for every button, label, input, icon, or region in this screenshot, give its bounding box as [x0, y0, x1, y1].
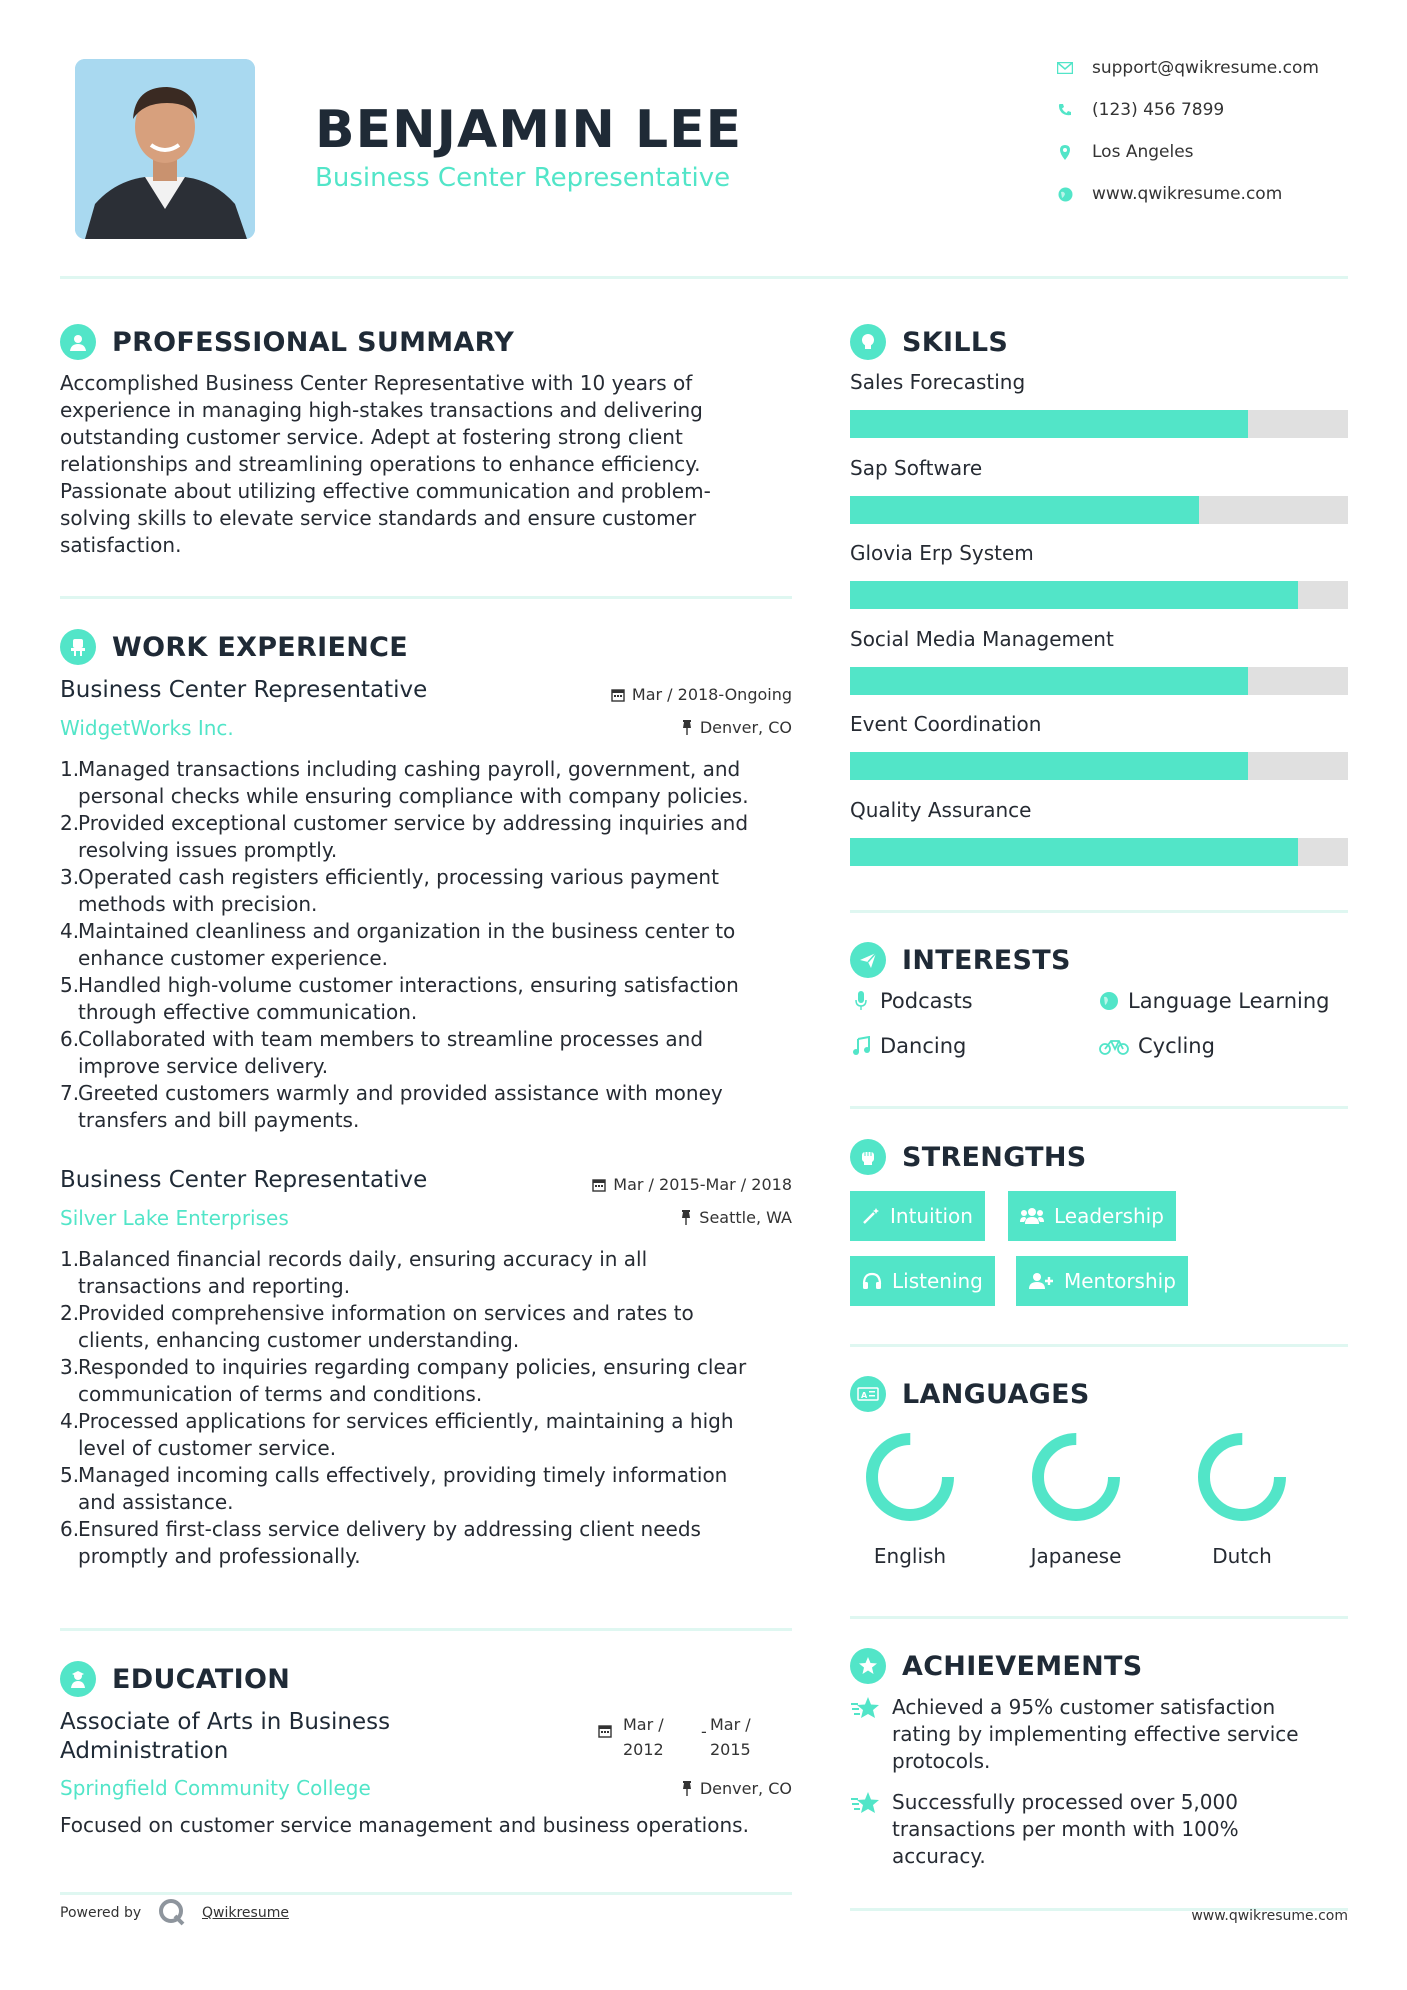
language-ring-arc: [1038, 1439, 1114, 1515]
users-icon: [1020, 1207, 1044, 1225]
section-heading-achievements: [850, 1648, 1143, 1684]
section-heading-summary: [60, 324, 514, 360]
language-icon: [850, 1376, 886, 1412]
education-degree: [60, 1708, 390, 1766]
svg-text:A: A: [861, 1391, 868, 1400]
item-text-line: Greeted customers warmly and provided assistance with money: [78, 1081, 723, 1105]
section-heading-languages: [850, 1376, 1090, 1412]
item-text: [78, 1080, 723, 1134]
responsibility-item: [60, 1408, 800, 1462]
user-icon: [60, 324, 96, 360]
language-label: Japanese: [1030, 1544, 1122, 1568]
item-number: 5.: [60, 973, 80, 997]
summary-line: Accomplished Business Center Representative with 10 years of: [60, 371, 693, 395]
item-text-line: clients, enhancing customer understanding.: [78, 1328, 520, 1352]
summary-text: [60, 370, 800, 559]
skill-level-fill: [850, 667, 1248, 695]
education-divider: [60, 1892, 792, 1895]
skill-level-bar: [850, 496, 1348, 524]
strength-leadership: [1008, 1191, 1176, 1241]
achievement-line: transactions per month with 100%: [892, 1817, 1239, 1841]
contact-location-text: Los Angeles: [1092, 142, 1194, 162]
lightbulb-icon: [850, 324, 886, 360]
summary-divider: [60, 596, 792, 599]
calendar-icon: [598, 1724, 612, 1738]
responsibility-item: [60, 1246, 800, 1300]
item-text: [78, 1462, 727, 1516]
skill-level-bar: [850, 838, 1348, 866]
pushpin-icon: [681, 1781, 693, 1796]
item-number: 3.: [60, 1355, 80, 1379]
job-2-location-text: Seattle, WA: [699, 1208, 792, 1227]
contact-phone-text: (123) 456 7899: [1092, 100, 1225, 120]
chair-icon: [60, 629, 96, 665]
responsibility-item: [60, 972, 800, 1026]
strength-mentorship: [1016, 1256, 1188, 1306]
item-text: [78, 1246, 647, 1300]
item-text-line: methods with precision.: [78, 892, 318, 916]
skill-name: Sap Software: [850, 455, 983, 480]
item-text: [78, 1026, 703, 1080]
microphone-icon: [850, 991, 872, 1011]
section-heading-education: [60, 1661, 290, 1697]
education-end-year: 2015: [710, 1740, 751, 1759]
phone-icon: [1056, 101, 1074, 119]
item-number: 1.: [60, 1247, 80, 1271]
contact-location: [1056, 142, 1194, 162]
item-text-line: personal checks while ensuring compliance with company policies.: [78, 784, 749, 808]
pushpin-icon: [681, 720, 693, 735]
contact-website[interactable]: [1056, 184, 1282, 204]
item-text-line: Managed incoming calls effectively, providing timely information: [78, 1463, 728, 1487]
achievement-line: accuracy.: [892, 1844, 986, 1868]
user-plus-icon: [1028, 1272, 1054, 1290]
skills-divider: [850, 910, 1348, 913]
education-start-date: [623, 1712, 664, 1762]
achievement-line: rating by implementing effective service: [892, 1722, 1299, 1746]
job-1-title: Business Center Representative: [60, 677, 428, 703]
item-number: 7.: [60, 1081, 80, 1105]
degree-line-2: Administration: [60, 1738, 229, 1764]
item-text-line: resolving issues promptly.: [78, 838, 338, 862]
section-heading-interests: [850, 942, 1071, 978]
item-text-line: Processed applications for services efficiently, maintaining a high: [78, 1409, 734, 1433]
item-text-line: transactions and reporting.: [78, 1274, 351, 1298]
education-date-dash: -: [701, 1722, 707, 1741]
education-start-month: Mar /: [623, 1715, 664, 1734]
strength-label: Listening: [892, 1269, 983, 1293]
job-1-location: [520, 718, 792, 737]
candidate-name: BENJAMIN LEE: [315, 100, 743, 160]
fist-icon: [850, 1139, 886, 1175]
job-2-responsibilities: [60, 1246, 800, 1570]
location-pin-icon: [1056, 143, 1074, 161]
skill-level-bar: [850, 410, 1348, 438]
job-1-company: WidgetWorks Inc.: [60, 716, 234, 740]
responsibility-item: [60, 1080, 800, 1134]
achievements-list: [850, 1694, 1320, 1884]
item-text-line: level of customer service.: [78, 1436, 337, 1460]
item-text-line: Balanced financial records daily, ensuring accuracy in all: [78, 1247, 648, 1271]
powered-by-label: Powered by: [60, 1905, 142, 1921]
graduate-icon: [60, 1661, 96, 1697]
job-1-date-text: Mar / 2018-Ongoing: [631, 685, 792, 704]
section-heading-strengths: [850, 1139, 1087, 1175]
contact-website-text: www.qwikresume.com: [1092, 184, 1283, 204]
work-divider: [60, 1628, 792, 1631]
skill-level-fill: [850, 752, 1248, 780]
achievement-item: [850, 1694, 1320, 1775]
achievement-line: Successfully processed over 5,000: [892, 1790, 1238, 1814]
item-text-line: through effective communication.: [78, 1000, 418, 1024]
languages-heading: LANGUAGES: [902, 1378, 1090, 1410]
item-text: [78, 756, 749, 810]
skill-level-fill: [850, 410, 1248, 438]
item-text: [78, 1516, 701, 1570]
summary-heading: PROFESSIONAL SUMMARY: [112, 326, 515, 358]
interest-language-learning: [1098, 989, 1329, 1013]
interest-label: Podcasts: [880, 989, 973, 1013]
responsibility-item: [60, 756, 800, 810]
item-text-line: enhance customer experience.: [78, 946, 388, 970]
calendar-icon: [592, 1178, 606, 1192]
responsibility-item: [60, 1462, 800, 1516]
skills-heading: SKILLS: [902, 326, 1009, 358]
item-text-line: Provided exceptional customer service by addressing inquiries and: [78, 811, 749, 835]
item-text-line: Ensured first-class service delivery by addressing client needs: [78, 1517, 701, 1541]
interest-cycling: [1098, 1034, 1215, 1058]
pushpin-icon: [680, 1210, 692, 1225]
education-location: [520, 1779, 792, 1798]
skill-name: Social Media Management: [850, 626, 1114, 651]
item-number: 3.: [60, 865, 80, 889]
language-label: English: [873, 1544, 947, 1568]
education-school: Springfield Community College: [60, 1776, 371, 1800]
skill-level-fill: [850, 838, 1298, 866]
achievements-heading: ACHIEVEMENTS: [902, 1650, 1143, 1682]
item-text-line: promptly and professionally.: [78, 1544, 361, 1568]
item-number: 5.: [60, 1463, 80, 1487]
skill-name: Event Coordination: [850, 712, 1042, 736]
language-ring: [1026, 1427, 1126, 1527]
strength-label: Intuition: [890, 1204, 973, 1228]
education-end-date: [710, 1712, 751, 1762]
interest-dancing: [850, 1034, 966, 1058]
summary-line: experience in managing high-stakes transactions and delivering: [60, 398, 703, 422]
calendar-icon: [611, 688, 625, 702]
strength-label: Leadership: [1054, 1204, 1164, 1228]
responsibility-item: [60, 810, 800, 864]
job-1-location-text: Denver, CO: [699, 718, 792, 737]
skill-name: Sales Forecasting: [850, 370, 1026, 394]
item-text-line: Maintained cleanliness and organization in the business center to: [78, 919, 736, 943]
skill-level-fill: [850, 496, 1199, 524]
item-text: [78, 1300, 694, 1354]
bicycle-icon: [1098, 1037, 1130, 1055]
item-text-line: Operated cash registers efficiently, processing various payment: [78, 865, 719, 889]
language-ring-arc: [872, 1439, 948, 1515]
education-heading: EDUCATION: [112, 1663, 291, 1695]
qwikresume-link[interactable]: Qwikresume: [202, 1905, 289, 1921]
skill-level-bar: [850, 752, 1348, 780]
globe-icon: [1056, 185, 1074, 203]
contact-email[interactable]: [1056, 58, 1319, 78]
item-text-line: transfers and bill payments.: [78, 1108, 360, 1132]
skill-level-bar: [850, 667, 1348, 695]
skill-name: Quality Assurance: [850, 797, 1032, 822]
responsibility-item: [60, 1516, 800, 1570]
achievement-text: [892, 1789, 1239, 1870]
degree-line-1: Associate of Arts in Business: [60, 1709, 391, 1735]
item-text-line: Handled high-volume customer interactions, ensuring satisfaction: [78, 973, 739, 997]
item-number: 6.: [60, 1027, 80, 1051]
responsibility-item: [60, 1026, 800, 1080]
education-description: Focused on customer service management and business operations.: [60, 1813, 749, 1837]
achievement-line: protocols.: [892, 1749, 991, 1773]
headphones-icon: [862, 1272, 882, 1290]
summary-line: outstanding customer service. Adept at fostering strong client: [60, 425, 683, 449]
summary-line: satisfaction.: [60, 533, 182, 557]
strengths-divider: [850, 1344, 1348, 1347]
job-2-date-text: Mar / 2015-Mar / 2018: [613, 1175, 792, 1194]
profile-photo: [75, 59, 255, 239]
item-number: 6.: [60, 1517, 80, 1541]
job-1-responsibilities: [60, 756, 800, 1134]
item-number: 4.: [60, 1409, 80, 1433]
item-number: 1.: [60, 757, 80, 781]
item-text: [78, 972, 739, 1026]
job-1-date: [520, 685, 792, 704]
language-label: Dutch: [1212, 1544, 1272, 1568]
education-end-month: Mar /: [710, 1715, 751, 1734]
header-divider: [60, 276, 1348, 279]
job-2-date: [520, 1175, 792, 1194]
responsibility-item: [60, 864, 800, 918]
strengths-heading: STRENGTHS: [902, 1141, 1087, 1173]
item-text: [78, 1408, 734, 1462]
item-number: 2.: [60, 1301, 80, 1325]
music-note-icon: [850, 1036, 872, 1056]
star-badge-icon: [850, 1648, 886, 1684]
item-text-line: Collaborated with team members to streamline processes and: [78, 1027, 704, 1051]
item-text-line: Responded to inquiries regarding company policies, ensuring clear: [78, 1355, 747, 1379]
section-heading-skills: [850, 324, 1008, 360]
item-text-line: Provided comprehensive information on services and rates to: [78, 1301, 694, 1325]
work-heading: WORK EXPERIENCE: [112, 631, 408, 663]
strength-listening: [850, 1256, 995, 1306]
language-ring: [860, 1427, 960, 1527]
skill-level-fill: [850, 581, 1298, 609]
achievement-text: [892, 1694, 1299, 1775]
education-location-text: Denver, CO: [699, 1779, 792, 1798]
envelope-icon: [1056, 59, 1074, 77]
footer-website[interactable]: www.qwikresume.com: [1191, 1908, 1348, 1924]
skill-level-bar: [850, 581, 1348, 609]
language-ring: [1192, 1427, 1292, 1527]
star-icon: [850, 1694, 892, 1775]
item-text: [78, 918, 735, 972]
contact-email-text: support@qwikresume.com: [1092, 58, 1319, 78]
achievement-line: Achieved a 95% customer satisfaction: [892, 1695, 1276, 1719]
item-text-line: Managed transactions including cashing payroll, government, and: [78, 757, 741, 781]
item-text-line: and assistance.: [78, 1490, 234, 1514]
achievement-item: [850, 1789, 1320, 1870]
candidate-title: Business Center Representative: [315, 163, 731, 193]
job-2-company: Silver Lake Enterprises: [60, 1206, 289, 1230]
item-number: 4.: [60, 919, 80, 943]
item-text-line: improve service delivery.: [78, 1054, 329, 1078]
responsibility-item: [60, 1354, 800, 1408]
strength-label: Mentorship: [1064, 1269, 1176, 1293]
skill-name: Glovia Erp System: [850, 541, 1034, 565]
interests-divider: [850, 1106, 1348, 1109]
section-heading-work: [60, 629, 408, 665]
qwikresume-logo-icon: [158, 1898, 186, 1926]
summary-line: solving skills to elevate service standards and ensure customer: [60, 506, 697, 530]
item-number: 2.: [60, 811, 80, 835]
item-text: [78, 1354, 746, 1408]
languages-divider: [850, 1616, 1348, 1619]
interest-label: Language Learning: [1128, 989, 1330, 1013]
responsibility-item: [60, 1300, 800, 1354]
summary-line: Passionate about utilizing effective communication and problem-: [60, 479, 711, 503]
item-text: [78, 864, 719, 918]
magic-wand-icon: [862, 1207, 880, 1225]
paper-plane-icon: [850, 942, 886, 978]
star-icon: [850, 1789, 892, 1870]
item-text-line: communication of terms and conditions.: [78, 1382, 483, 1406]
item-text: [78, 810, 748, 864]
responsibility-item: [60, 918, 800, 972]
interest-label: Cycling: [1138, 1034, 1215, 1058]
globe-icon: [1098, 991, 1120, 1011]
interest-label: Dancing: [880, 1034, 967, 1058]
contact-phone[interactable]: [1056, 100, 1224, 120]
education-start-year: 2012: [623, 1740, 664, 1759]
strength-intuition: [850, 1191, 985, 1241]
language-ring-arc: [1204, 1439, 1280, 1515]
job-2-title: Business Center Representative: [60, 1167, 428, 1193]
interests-heading: INTERESTS: [902, 944, 1071, 976]
interest-podcasts: [850, 989, 973, 1013]
summary-line: relationships and streamlining operations to enhance efficiency.: [60, 452, 701, 476]
job-2-location: [520, 1208, 792, 1227]
